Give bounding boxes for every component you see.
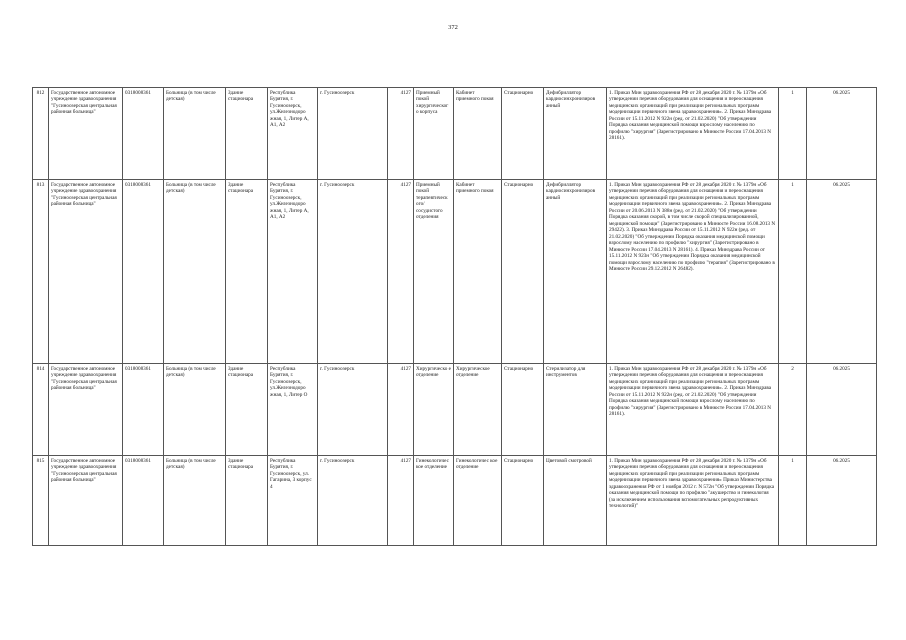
care-conditions: Стационарно xyxy=(502,456,544,546)
table-row xyxy=(33,88,877,180)
quantity: 2 xyxy=(779,364,807,456)
table-row xyxy=(33,456,877,546)
facility-type: Больница (в том числе детская) xyxy=(164,180,226,364)
row-number: 814 xyxy=(33,364,49,456)
care-conditions: Стационарно xyxy=(502,180,544,364)
department: Приемный покой хирургическог о корпуса xyxy=(414,88,454,180)
address: Республика Бурятия, г. Гусиноозерск, ул.Железнодоро жная, 1, Литер О xyxy=(268,364,318,456)
room: Гинекологичес кое отделение xyxy=(454,456,502,546)
department: Приемный покой терапевтическ ого/сосудистого отделения xyxy=(414,180,454,364)
department: Хирургическо е отделение xyxy=(414,364,454,456)
delivery-date: 06.2025 xyxy=(807,88,877,180)
city: г. Гусиноозерск xyxy=(318,88,388,180)
quantity: 1 xyxy=(779,456,807,546)
equipment-name: Дефибриллятор кардиосинхронизиров анный xyxy=(544,88,607,180)
table-row xyxy=(33,180,877,364)
facility-type: Больница (в том числе детская) xyxy=(164,456,226,546)
organization-name: Государственное автономное учреждение здравоохранения "Гусиноозерская центральная районная больница" xyxy=(49,364,123,456)
address: Республика Бурятия, г. Гусиноозерск, ул.Железнодоро жная, 1, Литер А, А1, А2 xyxy=(268,180,318,364)
delivery-date: 06.2025 xyxy=(807,180,877,364)
city: г. Гусиноозерск xyxy=(318,364,388,456)
care-conditions: Стационарно xyxy=(502,364,544,456)
address: Республика Бурятия, г. Гусиноозерск, ул. Гагарина, 3 корпус 4 xyxy=(268,456,318,546)
building-name: Здание стационара xyxy=(226,456,268,546)
facility-type: Больница (в том числе детская) xyxy=(164,88,226,180)
row-number: 813 xyxy=(33,180,49,364)
room: Хирургическое отделение xyxy=(454,364,502,456)
organization-code: 0318008361 xyxy=(123,364,164,456)
page-number: 372 xyxy=(448,24,458,31)
quantity: 1 xyxy=(779,88,807,180)
equipment-name: Стерилизатор для инструментов xyxy=(544,364,607,456)
organization-code: 0318008361 xyxy=(123,180,164,364)
legal-basis: 1. Приказ Мин здравоохранения РФ от 28 декабря 2020 г. № 1379н «Об утверждении перечня оборудования для оснащения и переоснащения медицинских организаций при реализации региональных программ модернизации первичного звена здравоохранения». 2. Приказ Минздрава России от 20.06.2013 N 388н (ред. от 21.02.2020) "Об утверждении Порядка оказания скорой, в том числе скорой специализированной, медицинской помощи" (Зарегистрировано в Минюсте России 16.08.2013 N 29422). 3. Приказ Минздрава России от 15.11.2012 N 922н (ред. от 21.02.2020) "Об утверждении Порядка оказания медицинской помощи взрослому населению по профилю "хирургия" (Зарегистрировано в Минюсте России 17.04.2013 N 28161). 4. Приказ Минздрава России от 15.11.2012 N 923н "Об утверждении Порядка оказания медицинской помощи взрослому населению по профилю "терапия" (Зарегистрировано в Минюсте России 29.12.2012 N 26482). xyxy=(607,180,779,364)
organization-name: Государственное автономное учреждение здравоохранения "Гусиноозерская центральная районная больница" xyxy=(49,180,123,364)
building-name: Здание стационара xyxy=(226,88,268,180)
row-number: 812 xyxy=(33,88,49,180)
row-number: 815 xyxy=(33,456,49,546)
room: Кабинет приемного покоя xyxy=(454,88,502,180)
quantity: 1 xyxy=(779,180,807,364)
department: Гинекологичес кое отделение xyxy=(414,456,454,546)
legal-basis: 1. Приказ Мин здравоохранения РФ от 28 декабря 2020 г. № 1379н «Об утверждении перечня оборудования для оснащения и переоснащения медицинских организаций при реализации региональных программ модернизации первичного звена здравоохранения». 2. Приказ Минздрава России от 15.11.2012 N 922н (ред. от 21.02.2020) "Об утверждении Порядка оказания медицинской помощи взрослому населению по профилю "хирургия" (Зарегистрировано в Минюсте России 17.04.2013 N 28161). xyxy=(607,88,779,180)
equipment-table xyxy=(32,87,877,546)
region-code: 4127 xyxy=(388,456,414,546)
delivery-date: 06.2025 xyxy=(807,364,877,456)
delivery-date: 06.2025 xyxy=(807,456,877,546)
organization-name: Государственное автономное учреждение здравоохранения "Гусиноозерская центральная районная больница" xyxy=(49,88,123,180)
region-code: 4127 xyxy=(388,364,414,456)
room: Кабинет приемного покоя xyxy=(454,180,502,364)
table-row xyxy=(33,364,877,456)
region-code: 4127 xyxy=(388,88,414,180)
region-code: 4127 xyxy=(388,180,414,364)
organization-code: 0318008361 xyxy=(123,88,164,180)
equipment-name: Цветовой смотровой xyxy=(544,456,607,546)
legal-basis: 1. Приказ Мин здравоохранения РФ от 28 декабря 2020 г. № 1379н «Об утверждении перечня оборудования для оснащения и переоснащения медицинских организаций при реализации региональных программ модернизации первичного звена здравоохранения» Приказ Министерства здравоохранения РФ от 1 ноября 2012 г. N 572н "Об утверждении Порядка оказания медицинской помощи по профилю "акушерство и гинекология (за исключением использования вспомогательных репродуктивных технологий)" xyxy=(607,456,779,546)
legal-basis: 1. Приказ Мин здравоохранения РФ от 28 декабря 2020 г. № 1379н «Об утверждении перечня оборудования для оснащения и переоснащения медицинских организаций при реализации региональных программ модернизации первичного звена здравоохранения». 2. Приказ Минздрава России от 15.11.2012 N 922н (ред. от 21.02.2020) "Об утверждении Порядка оказания медицинской помощи взрослому населению по профилю "хирургия" (Зарегистрировано в Минюсте России 17.04.2013 N 28161). xyxy=(607,364,779,456)
building-name: Здание стационара xyxy=(226,180,268,364)
city: г. Гусиноозерск xyxy=(318,456,388,546)
facility-type: Больница (в том числе детская) xyxy=(164,364,226,456)
building-name: Здание стационара xyxy=(226,364,268,456)
care-conditions: Стационарно xyxy=(502,88,544,180)
organization-code: 0318008361 xyxy=(123,456,164,546)
city: г. Гусиноозерск xyxy=(318,180,388,364)
organization-name: Государственное автономное учреждение здравоохранения "Гусиноозерская центральная районная больница" xyxy=(49,456,123,546)
equipment-name: Дефибриллятор кардиосинхронизиров анный xyxy=(544,180,607,364)
address: Республика Бурятия, г. Гусиноозерск, ул.Железнодоро жная, 1, Литер А, А1, А2 xyxy=(268,88,318,180)
